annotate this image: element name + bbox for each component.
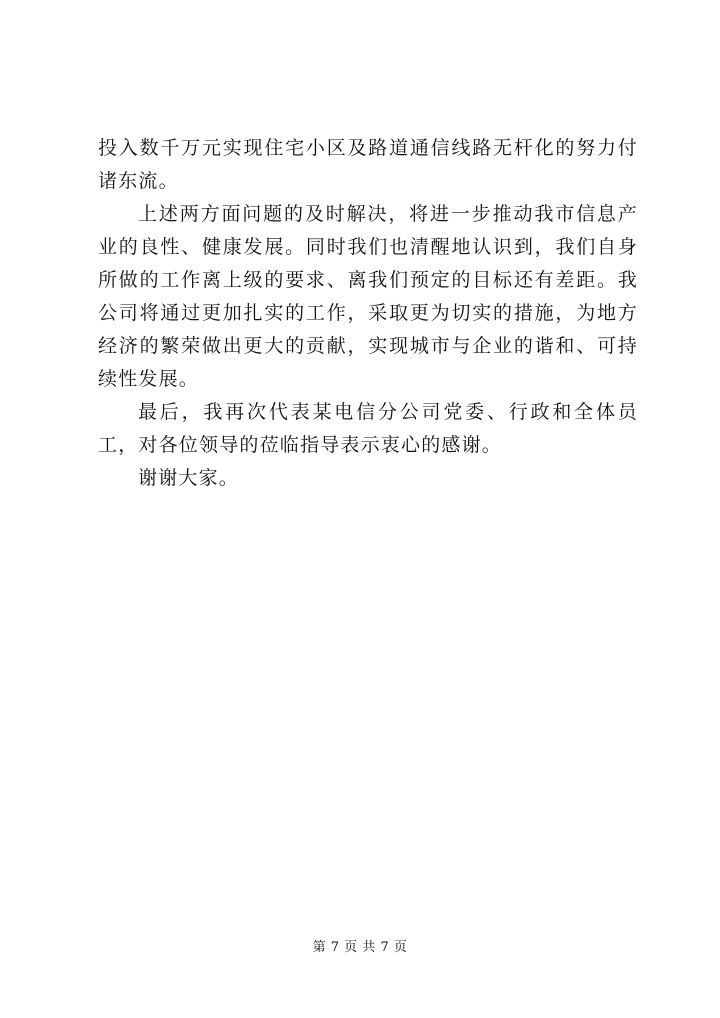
paragraph-continuation: 投入数千万元实现住宅小区及路道通信线路无杆化的努力付诸东流。 [98, 137, 638, 192]
page-number-footer: 第 7 页 共 7 页 [312, 940, 408, 955]
document-body [98, 132, 638, 495]
paragraph-thanks: 最后，我再次代表某电信分公司党委、行政和全体员工，对各位领导的莅临指导表示衷心的感谢。 [98, 401, 638, 456]
paragraph-issues-resolution: 上述两方面问题的及时解决，将进一步推动我市信息产业的良性、健康发展。同时我们也清醒地认识到，我们自身所做的工作离上级的要求、离我们预定的目标还有差距。我公司将通过更加扎实的工作，采取更为切实的措施，为地方经济的繁荣做出更大的贡献，实现城市与企业的谐和、可持续性发展。 [98, 203, 638, 390]
paragraph-closing: 谢谢大家。 [138, 467, 240, 489]
